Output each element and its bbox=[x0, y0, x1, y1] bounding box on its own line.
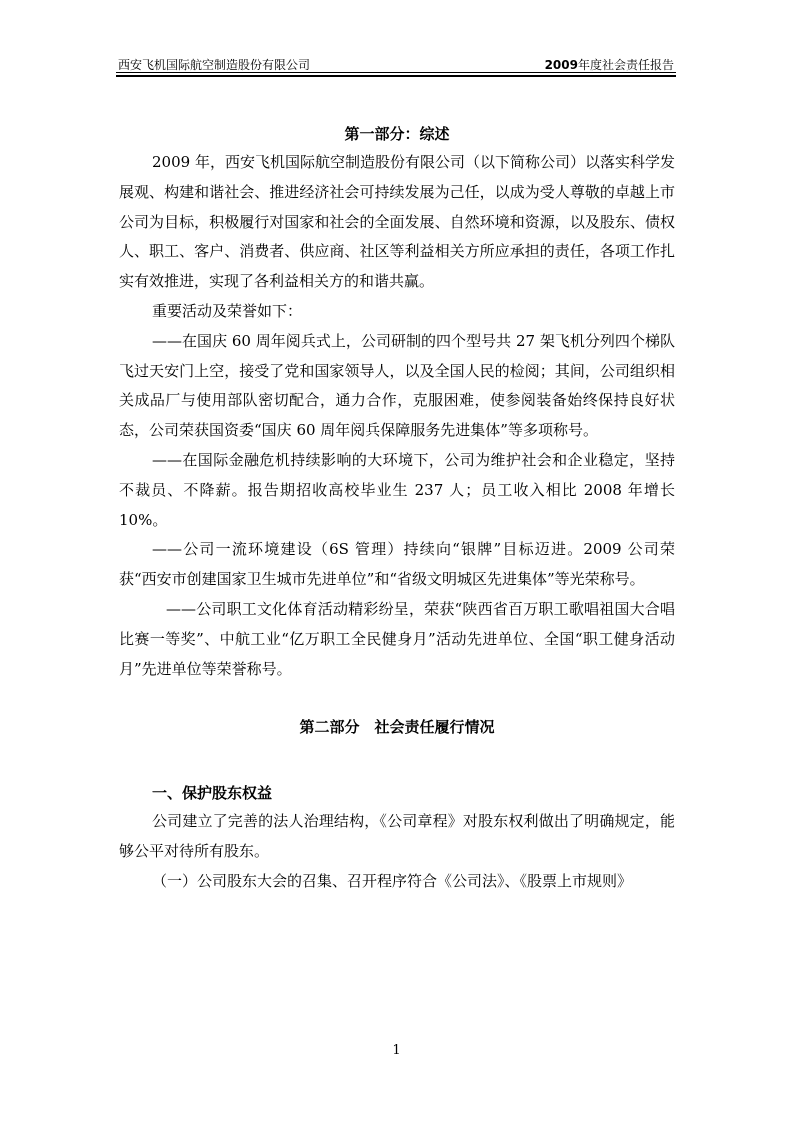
part1-heading: 第一部分：综述 bbox=[344, 125, 450, 143]
section1-paragraph: 公司建立了完善的法人治理结构，《公司章程》对股东权利做出了明确规定，能够公平对待所有股东。 bbox=[119, 812, 675, 861]
part1-intro-paragraph: 2009 年，西安飞机国际航空制造股份有限公司（以下简称公司）以落实科学发展观、构建和谐社会、推进经济社会可持续发展为己任，以成为受人尊敬的卓越上市公司为目标，积极履行对国家和社会的全面发展、自然环境和资源，以及股东、债权人、职工、客户、消费者、供应商、社区等利益相关方所应承担的责任，各项工作扎实有效推进，实现了各利益相关方的和谐共赢。 bbox=[119, 153, 675, 291]
header-report-year: 2009 bbox=[544, 58, 578, 72]
honor-item-culture: ——公司职工文化体育活动精彩纷呈，荣获“陕西省百万职工歌唱祖国大合唱比赛一等奖”、中航工业“亿万职工全民健身月”活动先进单位、全国“职工健身活动月”先进单位等荣誉称号。 bbox=[119, 599, 675, 678]
document-body bbox=[119, 120, 675, 897]
header-report-title bbox=[545, 56, 674, 73]
honor-item-environment: ——公司一流环境建设（6S 管理）持续向“银牌”目标迈进。2009 公司荣获“西安市创建国家卫生城市先进单位”和“省级文明城区先进集体”等光荣称号。 bbox=[119, 540, 675, 589]
honors-intro: 重要活动及荣誉如下： bbox=[152, 301, 303, 320]
header-rule-thin bbox=[116, 72, 676, 73]
section1-item-1: （一）公司股东大会的召集、召开程序符合《公司法》、《股票上市规则》 bbox=[152, 871, 633, 890]
header-rule-thick bbox=[116, 75, 676, 77]
section1-heading: 一、保护股东权益 bbox=[152, 784, 273, 803]
header-report-label: 年度社会责任报告 bbox=[577, 58, 674, 72]
part2-heading: 第二部分 社会责任履行情况 bbox=[299, 718, 495, 737]
header-company-name: 西安飞机国际航空制造股份有限公司 bbox=[118, 58, 311, 72]
honor-item-employment: ——在国际金融危机持续影响的大环境下，公司为维护社会和企业稳定，坚持不裁员、不降薪。报告期招收高校毕业生 237 人；员工收入相比 2008 年增长 10%。 bbox=[119, 450, 675, 529]
honor-item-parade: ——在国庆 60 周年阅兵式上，公司研制的四个型号共 27 架飞机分列四个梯队飞过天安门上空，接受了党和国家领导人，以及全国人民的检阅；其间，公司组织相关成品厂与使用部队密切配合，通力合作，克服困难，使参阅装备始终保持良好状态，公司荣获国资委“国庆 60 周年阅兵保障服务先进集体”等多项称号。 bbox=[119, 331, 675, 440]
page-number: 1 bbox=[392, 1043, 401, 1058]
